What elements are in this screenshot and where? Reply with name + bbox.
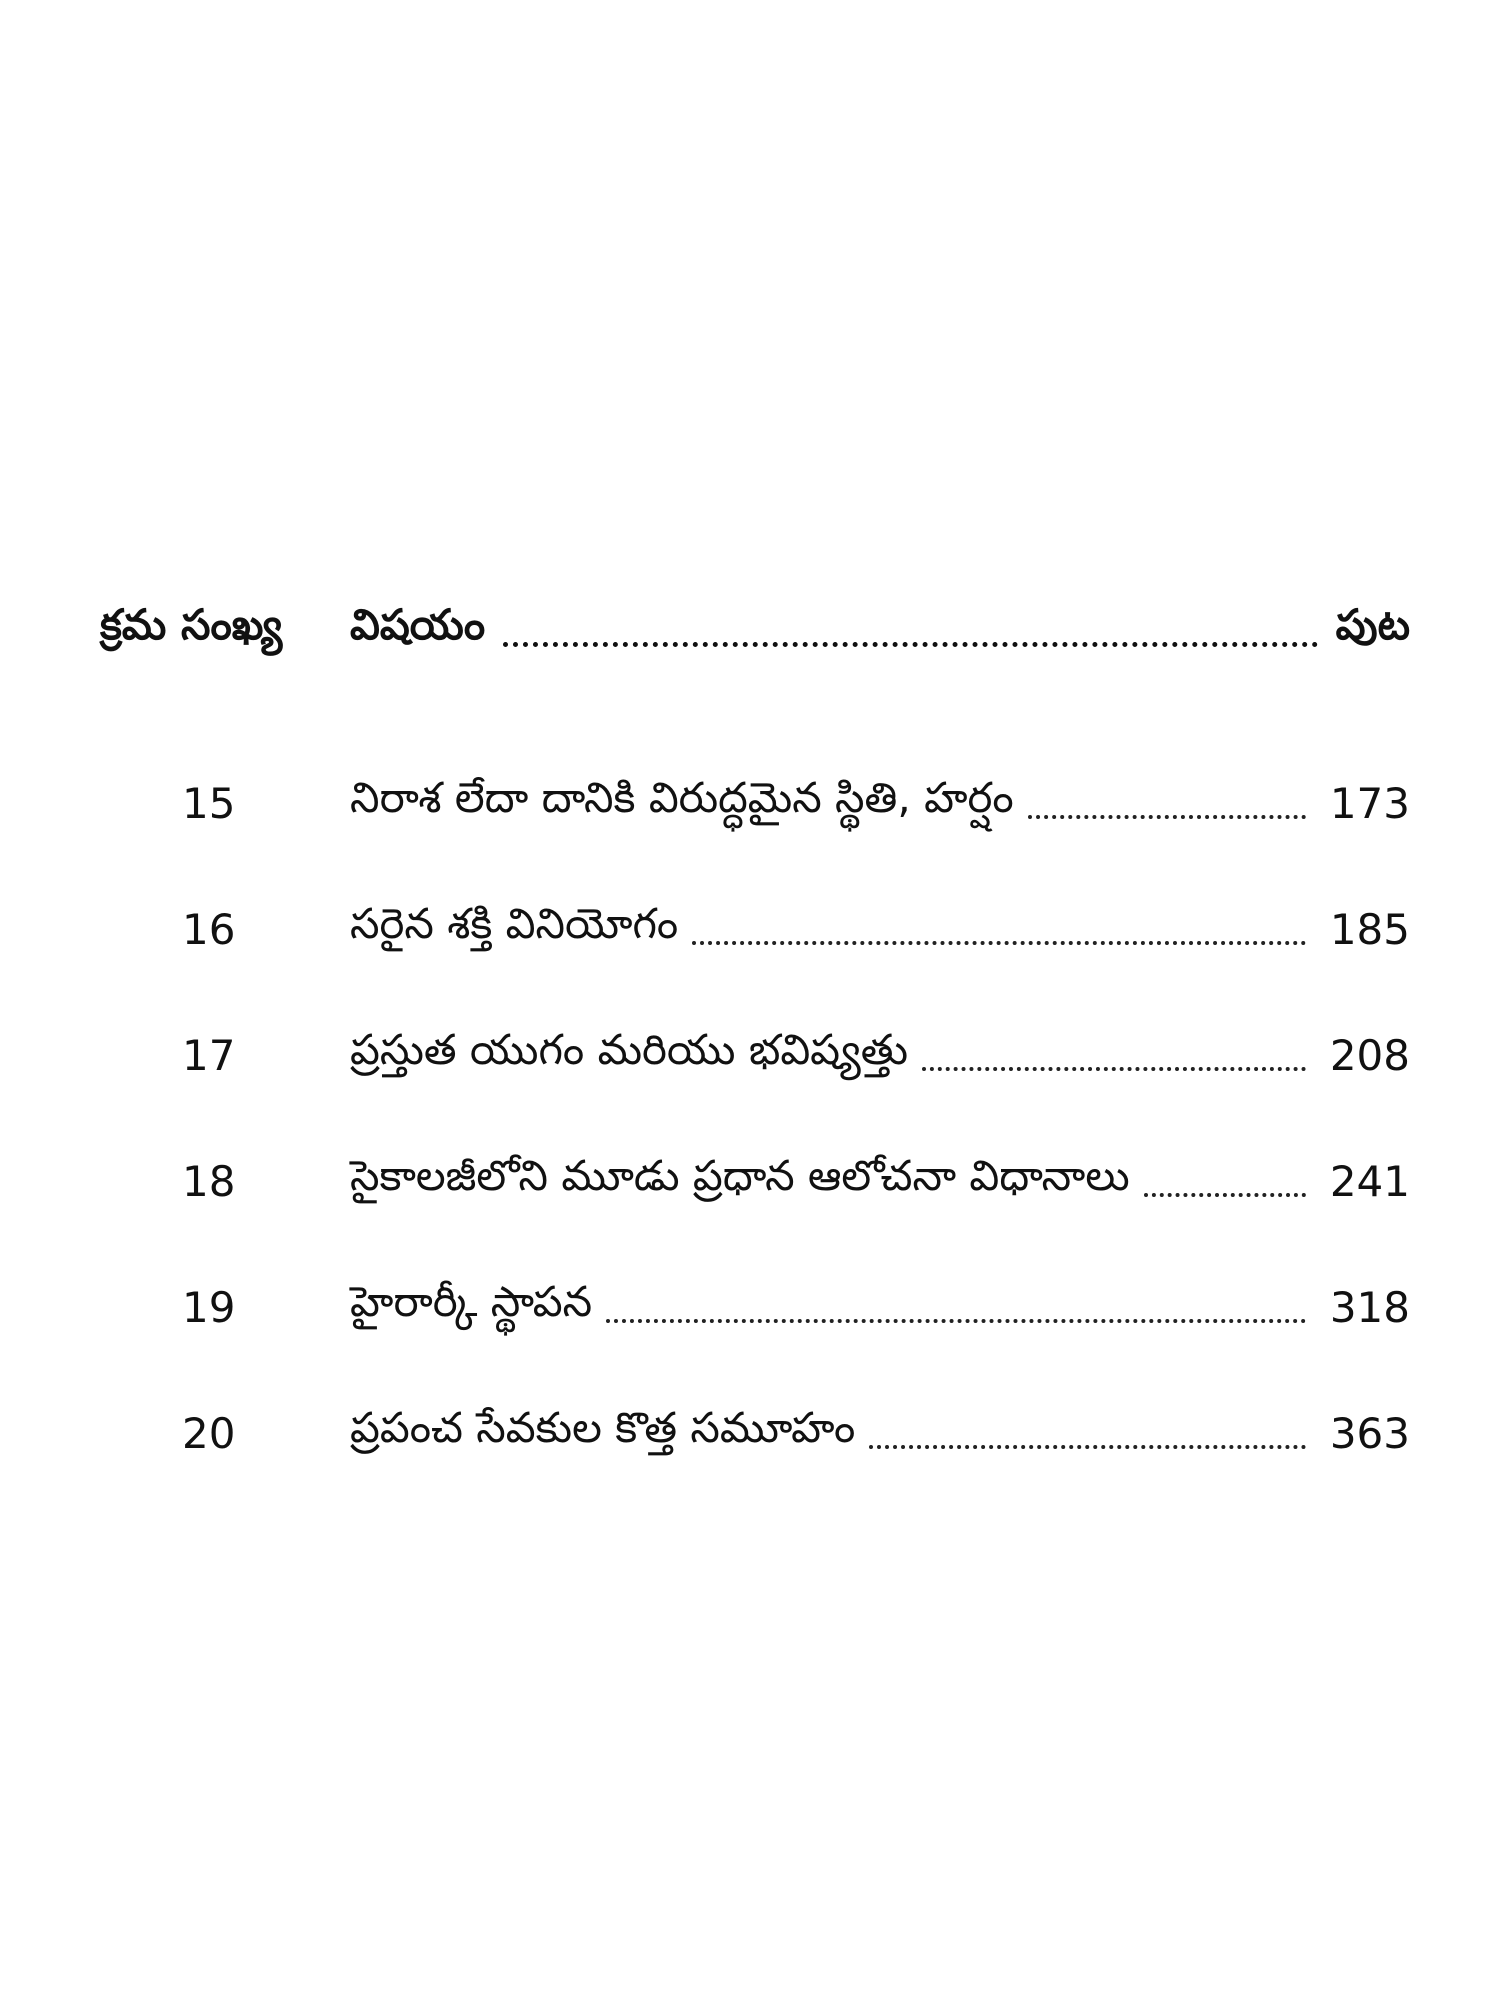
entry-title: ప్రస్తుత యుగం మరియు భవిష్యత్తు (350, 1025, 908, 1074)
toc-entries (100, 740, 1410, 1496)
entry-title-group (350, 1403, 1320, 1463)
dot-leader (692, 941, 1306, 945)
toc-entry (100, 866, 1410, 992)
entry-number: 20 (182, 1408, 236, 1458)
entry-title-group (350, 1277, 1320, 1337)
entry-page: 208 (1329, 1030, 1410, 1080)
topic-heading: విషయం (350, 600, 486, 649)
toc-entry (100, 1370, 1410, 1496)
entry-page: 173 (1329, 778, 1410, 828)
toc-entry (100, 1118, 1410, 1244)
entry-page: 241 (1329, 1156, 1410, 1206)
dot-leader (606, 1319, 1306, 1323)
entry-title-group (350, 1025, 1320, 1085)
entry-title: హైరార్కీ స్థాపన (350, 1277, 593, 1326)
entry-title-group (350, 899, 1320, 959)
dot-leader (869, 1445, 1306, 1449)
entry-title: సరైన శక్తి వినియోగం (350, 899, 679, 948)
entry-number: 19 (182, 1282, 236, 1332)
toc-entry (100, 992, 1410, 1118)
entry-page: 363 (1329, 1408, 1410, 1458)
entry-number: 17 (182, 1030, 236, 1080)
entry-page: 318 (1329, 1282, 1410, 1332)
dot-leader (922, 1067, 1306, 1071)
entry-number: 15 (182, 778, 236, 828)
topic-heading-group (350, 600, 1336, 660)
dot-leader (1028, 815, 1306, 819)
entry-title: ప్రపంచ సేవకుల కొత్త సమూహం (350, 1403, 856, 1452)
entry-page: 185 (1329, 904, 1410, 954)
entry-title-group (350, 1151, 1320, 1211)
entry-number: 16 (182, 904, 236, 954)
entry-title-group (350, 773, 1320, 833)
dot-leader (503, 642, 1318, 647)
toc-entry (100, 740, 1410, 866)
toc-header (100, 595, 1410, 665)
dot-leader (1144, 1193, 1306, 1197)
entry-title: నిరాశ లేదా దానికి విరుద్ధమైన స్థితి, హర్షం (350, 773, 1014, 822)
page-heading: పుట (1335, 600, 1410, 649)
entry-number: 18 (182, 1156, 236, 1206)
toc-entry (100, 1244, 1410, 1370)
entry-title: సైకాలజీలోని మూడు ప్రధాన ఆలోచనా విధానాలు (350, 1151, 1130, 1200)
serial-number-heading: క్రమ సంఖ్య (100, 600, 283, 649)
